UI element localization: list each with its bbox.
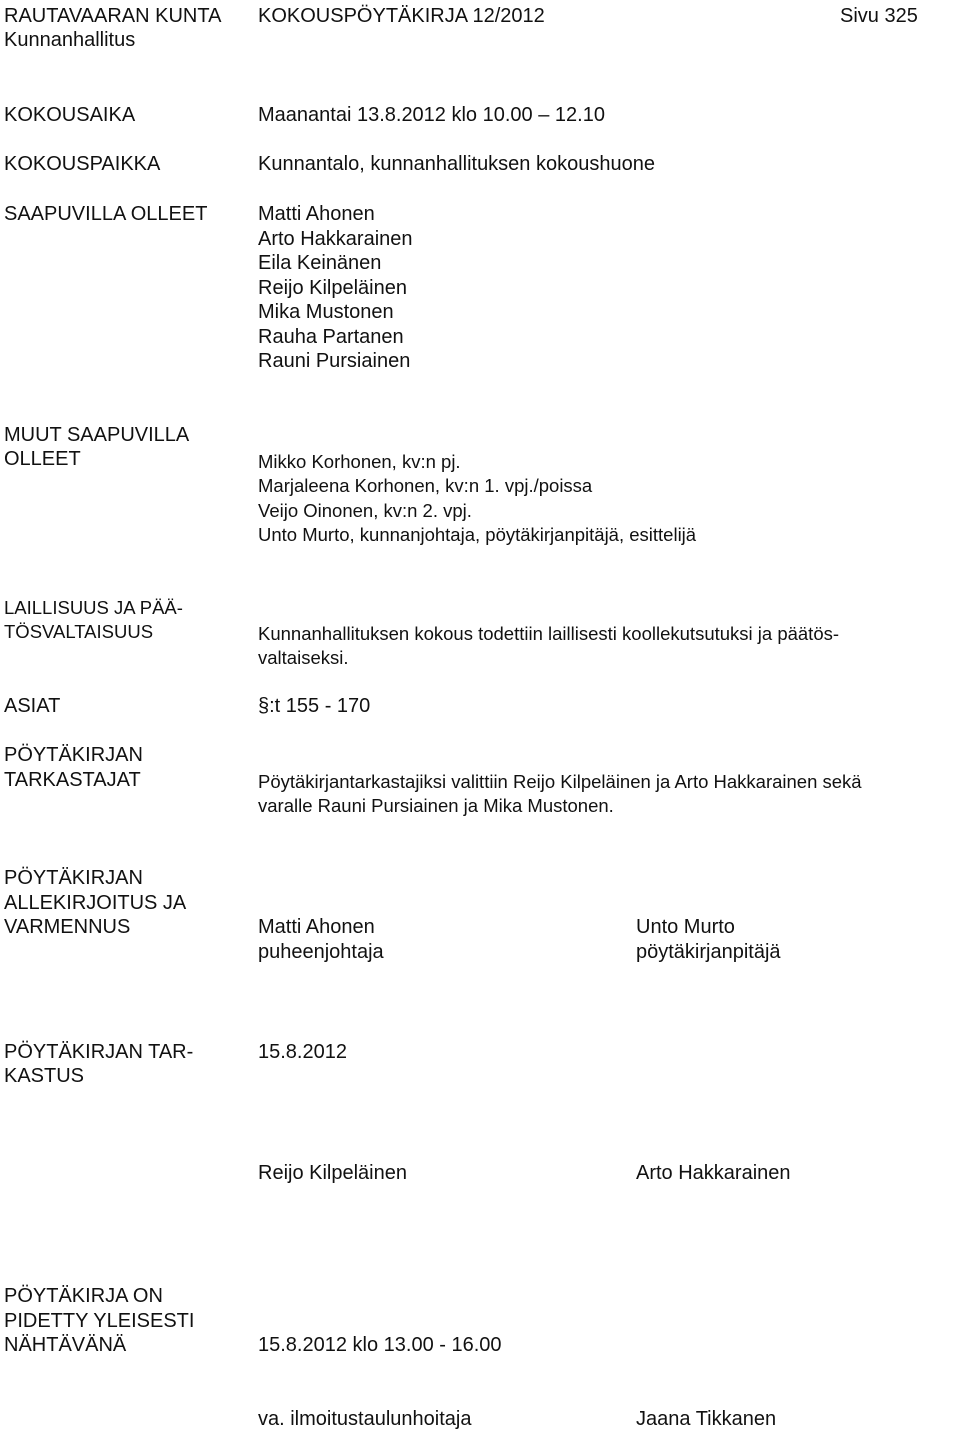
page-number: Sivu 325	[840, 5, 918, 27]
review-label: PÖYTÄKIRJAN TAR-	[4, 1041, 194, 1063]
signing-label: VARMENNUS	[4, 916, 131, 938]
others-label: OLLEET	[4, 448, 81, 470]
examiners-label: TARKASTAJAT	[4, 769, 141, 791]
notice-keeper-label: va. ilmoitustaulunhoitaja	[258, 1408, 472, 1430]
examiners-label: PÖYTÄKIRJAN	[4, 744, 143, 766]
meeting-time-value: Maanantai 13.8.2012 klo 10.00 – 12.10	[258, 104, 605, 126]
others-label: MUUT SAAPUVILLA	[4, 424, 190, 446]
examiners-text: Pöytäkirjantarkastajiksi valittiin Reijo Kilpeläinen ja Arto Hakkarainen sekä	[258, 771, 862, 792]
signing-label: PÖYTÄKIRJAN	[4, 867, 143, 889]
meeting-place-value: Kunnantalo, kunnanhallituksen kokoushuone	[258, 153, 655, 175]
legality-text: valtaiseksi.	[258, 647, 349, 668]
examiners-text: varalle Rauni Pursiainen ja Mika Mustonen.	[258, 795, 614, 816]
org-name: RAUTAVAARAN KUNTA	[4, 5, 222, 27]
present-member: Matti Ahonen	[258, 203, 375, 225]
others-item: Unto Murto, kunnanjohtaja, pöytäkirjanpitäjä, esittelijä	[258, 524, 697, 545]
review-date: 15.8.2012	[258, 1041, 347, 1063]
organ-name: Kunnanhallitus	[4, 29, 136, 51]
signing-label: ALLEKIRJOITUS JA	[4, 892, 187, 914]
meeting-time-label: KOKOUSAIKA	[4, 104, 136, 126]
notice-keeper-name: Jaana Tikkanen	[636, 1408, 777, 1430]
chair-role: puheenjohtaja	[258, 941, 384, 963]
chair-name: Matti Ahonen	[258, 916, 375, 938]
meeting-place-label: KOKOUSPAIKKA	[4, 153, 161, 175]
present-member: Arto Hakkarainen	[258, 228, 413, 250]
review-label: KASTUS	[4, 1065, 85, 1087]
matters-label: ASIAT	[4, 695, 61, 717]
display-label: PÖYTÄKIRJA ON	[4, 1285, 163, 1307]
legality-text: Kunnanhallituksen kokous todettiin laillisesti koollekutsutuksi ja päätös-	[258, 623, 840, 644]
document-title: KOKOUSPÖYTÄKIRJA 12/2012	[258, 5, 545, 27]
display-label: NÄHTÄVÄNÄ	[4, 1334, 127, 1356]
others-item: Marjaleena Korhonen, kv:n 1. vpj./poissa	[258, 475, 593, 496]
secretary-name: Unto Murto	[636, 916, 735, 938]
legality-label: LAILLISUUS JA PÄÄ-	[4, 597, 183, 618]
secretary-role: pöytäkirjanpitäjä	[636, 941, 781, 963]
legality-label: TÖSVALTAISUUS	[4, 621, 154, 642]
present-member: Rauni Pursiainen	[258, 350, 411, 372]
review-examiner: Arto Hakkarainen	[636, 1162, 791, 1184]
matters-value: §:t 155 - 170	[258, 695, 371, 717]
present-label: SAAPUVILLA OLLEET	[4, 203, 208, 225]
present-member: Reijo Kilpeläinen	[258, 277, 407, 299]
present-member: Rauha Partanen	[258, 326, 404, 348]
display-time: 15.8.2012 klo 13.00 - 16.00	[258, 1334, 502, 1356]
others-item: Mikko Korhonen, kv:n pj.	[258, 451, 461, 472]
display-label: PIDETTY YLEISESTI	[4, 1310, 195, 1332]
others-item: Veijo Oinonen, kv:n 2. vpj.	[258, 500, 472, 521]
present-member: Mika Mustonen	[258, 301, 394, 323]
review-examiner: Reijo Kilpeläinen	[258, 1162, 407, 1184]
present-member: Eila Keinänen	[258, 252, 382, 274]
